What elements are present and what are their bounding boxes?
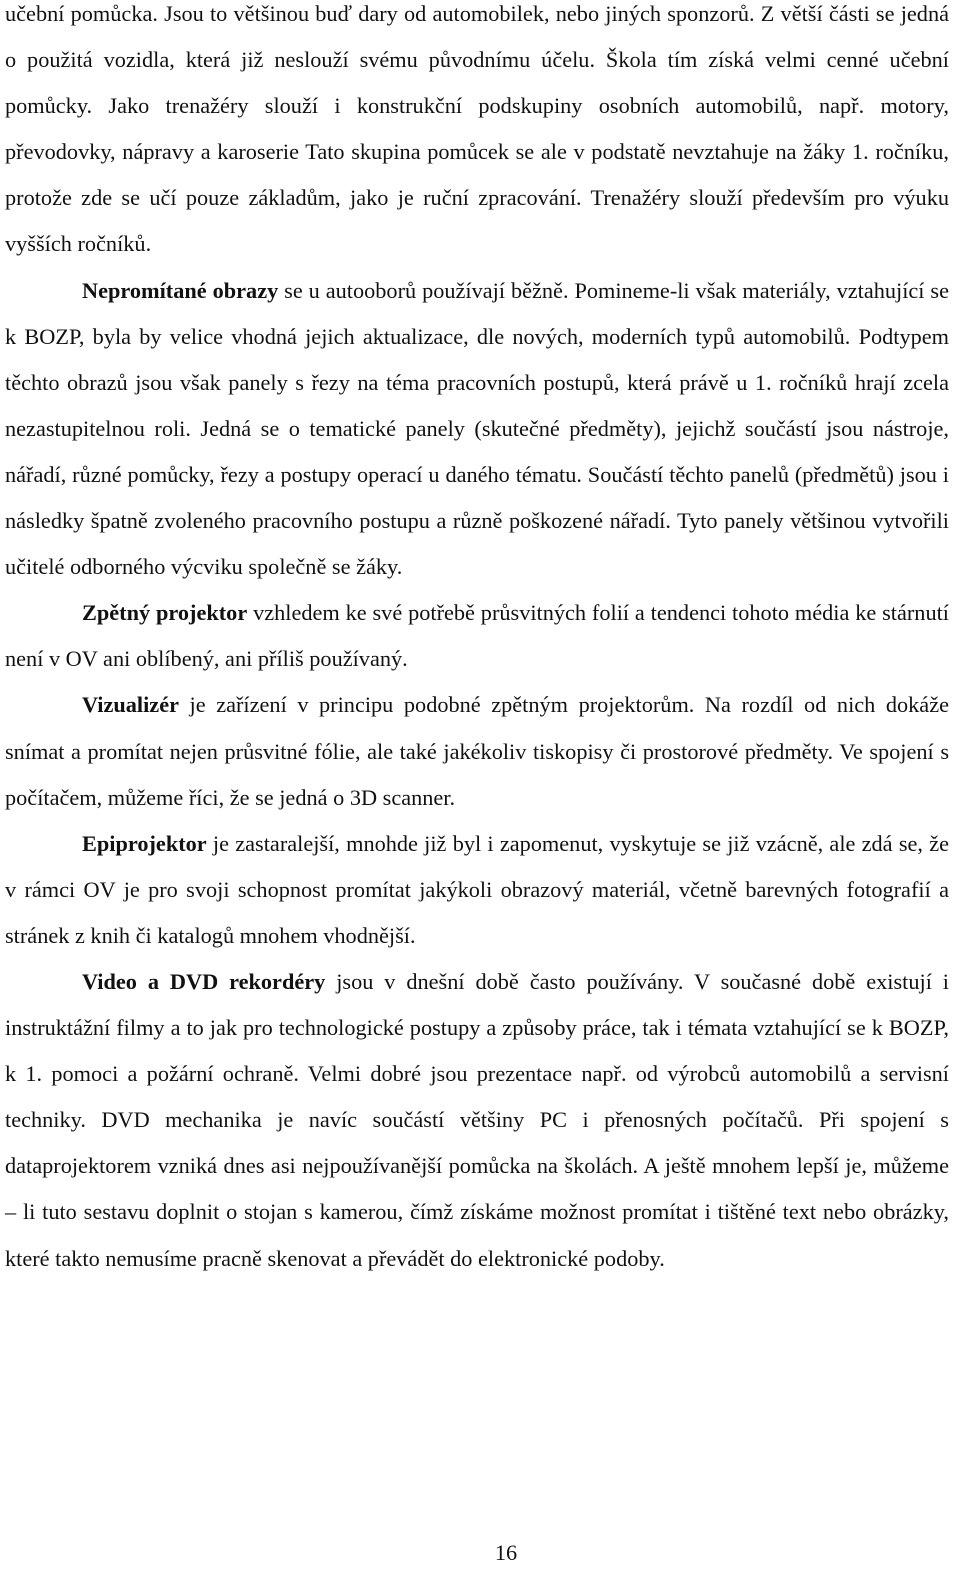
paragraph-heading: Nepromítané obrazy [82,277,279,303]
document-page [5,0,949,1282]
paragraph-zpetny-projektor [5,590,949,682]
paragraph-nepromitane-obrazy [5,268,949,591]
paragraph-heading: Video a DVD rekordéry [82,968,326,994]
paragraph-text: vzhledem ke své potřebě průsvitných folií a tendenci tohoto média ke stárnutí není v OV ani oblíbený, ani příliš používaný. [5,600,949,672]
paragraph-text: učební pomůcka. Jsou to většinou buď dary od automobilek, nebo jiných sponzorů. Z větší části se jedná o použitá vozidla, která již neslouží svému původnímu účelu. Škola tím získá velmi cenné učební pomůcky. Jako trenažéry slouží i konstrukční podskupiny osobních automobilů, např. motory, převodovky, nápravy a karoserie Tato skupina pomůcek se ale v podstatě nevztahuje na žáky 1. ročníku, protože zde se učí pouze základům, jako je ruční zpracování. Trenažéry slouží především pro výuku vyšších ročníků. [5,1,949,257]
paragraph-vizualizer [5,682,949,820]
paragraph-epiprojektor [5,821,949,959]
paragraph-video-dvd [5,959,949,1282]
paragraph-text: se u autooborů používají běžně. Pomineme-li však materiály, vztahující se k BOZP, byla by velice vhodná jejich aktualizace, dle nových, moderních typů automobilů. Podtypem těchto obrazů jsou však panely s řezy na téma pracovních postupů, která právě u 1. ročníků hrají zcela nezastupitelnou roli. Jedná se o tematické panely (skutečné předměty), jejichž součástí jsou nástroje, nářadí, různé pomůcky, řezy a postupy operací u daného tématu. Součástí těchto panelů (předmětů) jsou i následky špatně zvoleného pracovního postupu a různě poškozené nářadí. Tyto panely většinou vytvořili učitelé odborného výcviku společně se žáky. [5,277,949,580]
page-number: 16 [494,1540,518,1565]
paragraph-heading: Vizualizér [82,692,179,718]
paragraph-text: jsou v dnešní době často používány. V současné době existují i instruktážní filmy a to jak pro technologické postupy a způsoby práce, tak i témata vztahující se k BOZP, k 1. pomoci a požární ochraně. Velmi dobré jsou prezentace např. od výrobců automobilů a servisní techniky. DVD mechanika je navíc součástí většiny PC i přenosných počítačů. Při spojení s dataprojektorem vzniká dnes asi nejpoužívanější pomůcka na školách. A ještě mnohem lepší je, můžeme – li tuto sestavu doplnit o stojan s kamerou, čímž získáme možnost promítat i tištěné text nebo obrázky, které takto nemusíme pracně skenovat a převádět do elektronické podoby. [5,968,949,1271]
paragraph-heading: Epiprojektor [82,830,207,856]
paragraph-text: je zastaralejší, mnohde již byl i zapomenut, vyskytuje se již vzácně, ale zdá se, že v rámci OV je pro svoji schopnost promítat jakýkoli obrazový materiál, včetně barevných fotografií a stránek z knih či katalogů mnohem vhodnější. [5,830,949,948]
paragraph-continuation [5,0,949,268]
paragraph-heading: Zpětný projektor [82,600,248,626]
paragraph-text: je zařízení v principu podobné zpětným projektorům. Na rozdíl od nich dokáže snímat a promítat nejen průsvitné fólie, ale také jakékoliv tiskopisy či prostorové předměty. Ve spojení s počítačem, můžeme říci, že se jedná o 3D scanner. [5,692,949,810]
